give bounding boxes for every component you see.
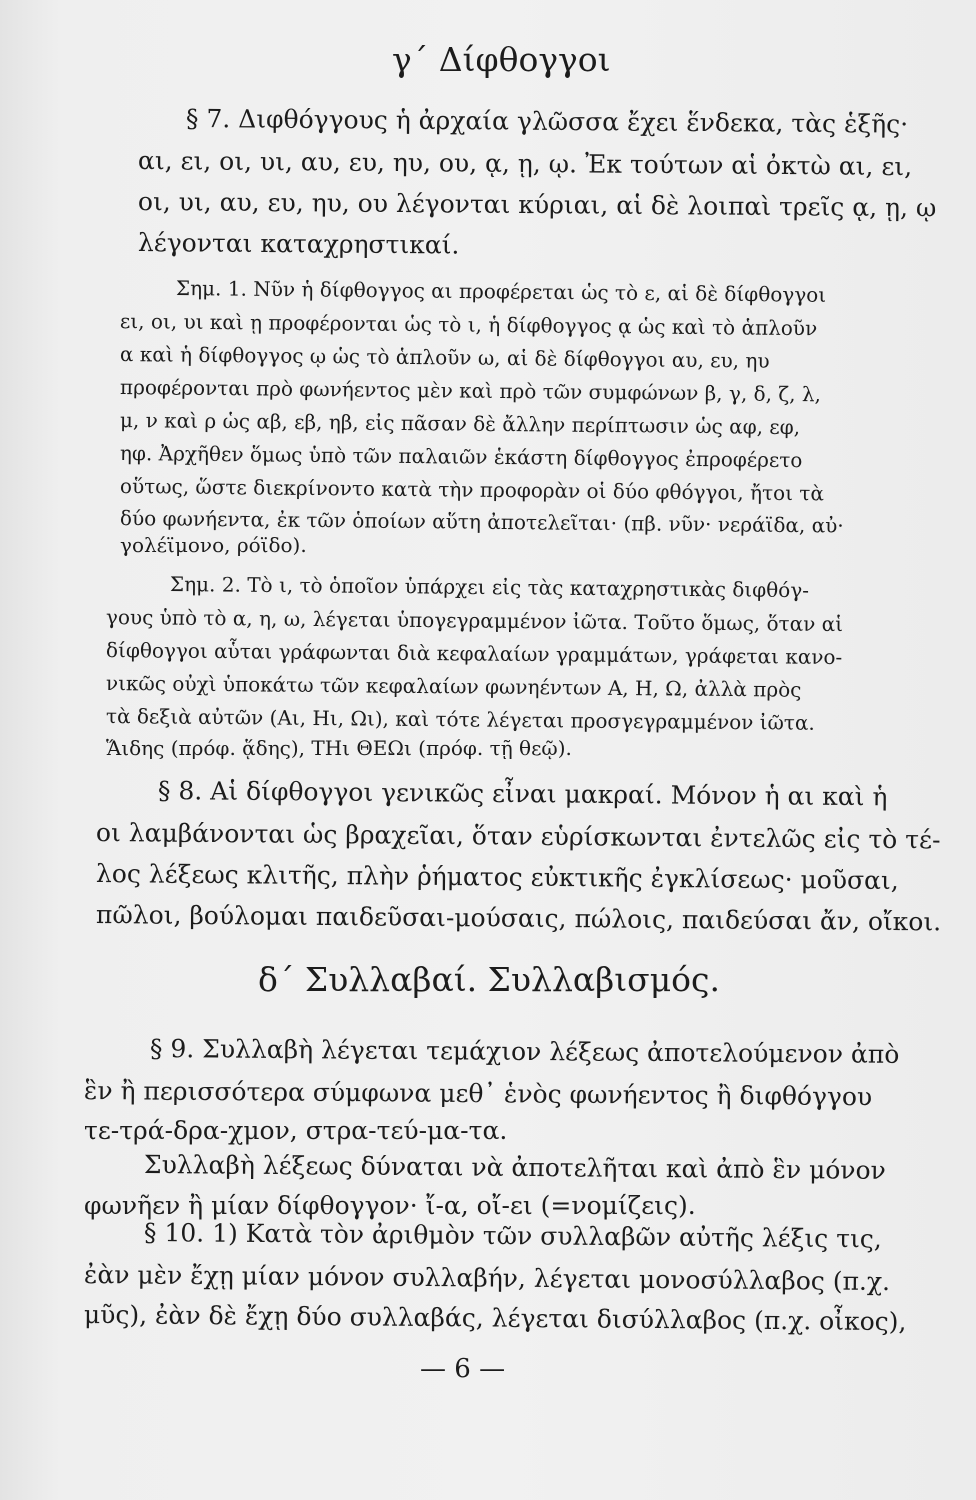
paragraph-10-line-3: μῦς), ἐὰν δὲ ἔχῃ δύο συλλαβάς, λέγεται δισύλλαβος (π.χ. οἶκος), [83,1300,907,1337]
paragraph-7-line-3: οι, υι, αυ, ευ, ηυ, ου λέγονται κύριαι, αἱ δὲ λοιπαὶ τρεῖς ᾳ, ῃ, ῳ [137,187,937,223]
note-2-line-3: δίφθογγοι αὗται γράφωνται διὰ κεφαλαίων γραμμάτων, γράφεται κανο- [105,638,843,670]
note-1-line-7: οὕτως, ὥστε διεκρίνοντο κατὰ τὴν προφορὰν οἱ δύο φθόγγοι, ἤτοι τὰ [119,474,825,506]
note-1-line-6: ηφ. Ἀρχῆθεν ὅμως ὑπὸ τῶν παλαιῶν ἑκάστη δίφθογγος ἐπροφέρετο [119,441,803,473]
section-heading-diphthongs: γ΄ Δίφθογγοι [392,40,611,79]
paragraph-9b-line-2: φωνῆεν ἢ μίαν δίφθογγον· ἴ-α, οἴ-ει (=νομίζεις). [84,1191,696,1220]
paragraph-10-line-2: ἐὰν μὲν ἔχῃ μίαν μόνον συλλαβήν, λέγεται μονοσύλλαβος (π.χ. [83,1260,891,1297]
note-2-line-6: Ἅιδης (πρόφ. ᾅδης), ΤΗι ΘΕΩι (πρόφ. τῇ θεῷ). [106,736,572,760]
paragraph-7-line-2: αι, ει, οι, υι, αυ, ευ, ηυ, ου, ᾳ, ῃ, ῳ. Ἐκ τούτων αἱ ὀκτὼ αι, ει, [137,146,913,182]
page-number: — 6 — [420,1354,506,1384]
note-1-line-3: α καὶ ἡ δίφθογγος ῳ ὡς τὸ ἁπλοῦν ω, αἱ δὲ δίφθογγοι αυ, ευ, ηυ [119,342,770,373]
paragraph-8-line-1: § 8. Αἱ δίφθογγοι γενικῶς εἶναι μακραί. Μόνον ἡ αι καὶ ἡ [157,776,888,812]
paragraph-7-line-4: λέγονται καταχρηστικαί. [137,228,460,260]
note-2-line-1: Σημ. 2. Τὸ ι, τὸ ὁποῖον ὑπάρχει εἰς τὰς καταχρηστικὰς διφθόγ- [169,572,810,603]
note-2-line-2: γους ὑπὸ τὸ α, η, ω, λέγεται ὑπογεγραμμένον ἰῶτα. Τοῦτο ὅμως, ὅταν αἱ [105,605,844,637]
paragraph-8-line-3: λος λέξεως κλιτῆς, πλὴν ῥήματος εὐκτικῆς ἐγκλίσεως· μοῦσαι, [95,859,899,896]
paragraph-9b-line-1: Συλλαβὴ λέξεως δύναται νὰ ἀποτελῆται καὶ ἀπὸ ἓν μόνον [143,1150,886,1185]
note-1-line-1: Σημ. 1. Νῦν ἡ δίφθογγος αι προφέρεται ὡς τὸ ε, αἱ δὲ δίφθογγοι [175,276,827,307]
paragraph-7-line-1: § 7. Διφθόγγους ἡ ἀρχαία γλῶσσα ἔχει ἕνδεκα, τὰς ἑξῆς· [185,104,909,139]
note-1-line-9: γολέϊμονο, ρόϊδο). [120,533,307,557]
paragraph-9-line-2: ἓν ἢ περισσότερα σύμφωνα μεθ᾽ ἑνὸς φωνήεντος ἢ διφθόγγου [83,1076,873,1112]
paragraph-8-line-2: οι λαμβάνονται ὡς βραχεῖαι, ὅταν εὑρίσκωνται ἐντελῶς εἰς τὸ τέ- [95,818,941,855]
note-2-line-4: νικῶς οὐχὶ ὑποκάτω τῶν κεφαλαίων φωνηέντων Α, Η, Ω, ἀλλὰ πρὸς [105,671,802,702]
note-1-line-8: δύο φωνήεντα, ἐκ τῶν ὁποίων αὕτη ἀποτελεῖται· (πβ. νῦν· νεράϊδα, αὐ· [119,506,844,538]
paragraph-10-line-1: § 10. 1) Κατὰ τὸν ἀριθμὸν τῶν συλλαβῶν αὐτῆς λέξις τις, [143,1218,882,1254]
note-1-line-4: προφέρονται πρὸ φωνήεντος μὲν καὶ πρὸ τῶν συμφώνων β, γ, δ, ζ, λ, [119,375,822,407]
paragraph-8-line-4: πῶλοι, βούλομαι παιδεῦσαι-μούσαις, πώλοις, παιδεύσαι ἄν, οἴκοι. [95,900,942,937]
paragraph-9-line-3: τε-τρά-δρα-χμον, στρα-τεύ-μα-τα. [84,1116,508,1145]
note-1-line-2: ει, οι, υι καὶ ῃ προφέρονται ὡς τὸ ι, ἡ δίφθογγος ᾳ ὡς καὶ τὸ ἁπλοῦν [119,309,818,341]
note-1-line-5: μ, ν καὶ ρ ὡς αβ, εβ, ηβ, εἰς πᾶσαν δὲ ἄλλην περίπτωσιν ὡς αφ, εφ, [119,408,801,440]
note-2-line-5: τὰ δεξιὰ αὐτῶν (Αι, Ηι, Ωι), καὶ τότε λέγεται προσγεγραμμένον ἰῶτα. [105,704,815,735]
paragraph-9-line-1: § 9. Συλλαβὴ λέγεται τεμάχιον λέξεως ἀποτελούμενον ἀπὸ [149,1034,900,1069]
section-heading-syllables: δ΄ Συλλαβαί. Συλλαβισμός. [258,960,720,999]
